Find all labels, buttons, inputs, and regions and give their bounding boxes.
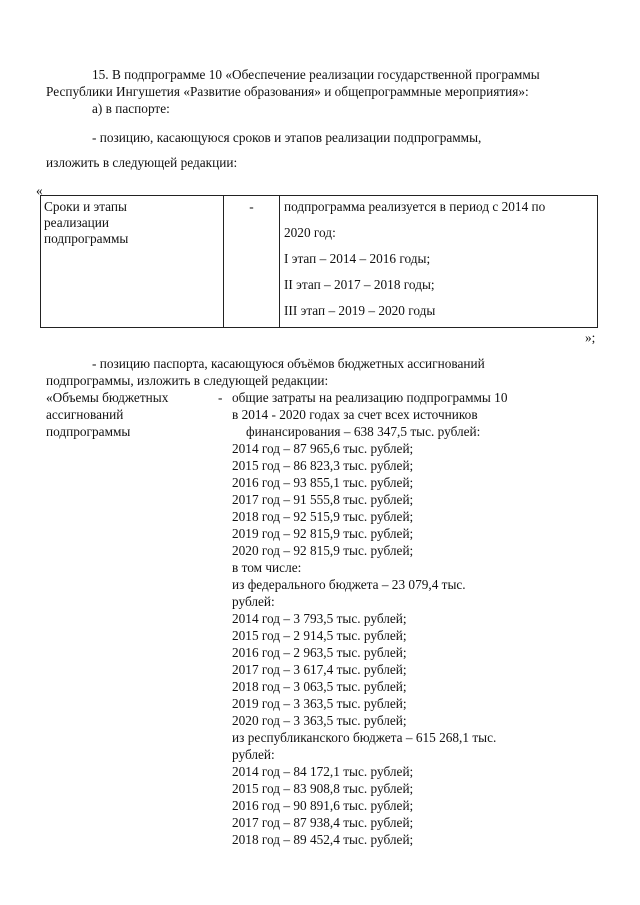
stages-label-line: подпрограммы [44, 231, 129, 246]
stages-label-line: Сроки и этапы [44, 199, 127, 214]
volumes-label-line: ассигнований [46, 407, 124, 422]
open-quote: « [36, 183, 43, 198]
volumes-intro-line-3: финансирования – 638 347,5 тыс. рублей: [246, 424, 481, 439]
republic-budget-line-1: из республиканского бюджета – 615 268,1 тыс. [232, 730, 497, 745]
volumes-intro-line-2: в 2014 - 2020 годах за счет всех источников [232, 407, 478, 422]
federal-year-line: 2014 год – 3 793,5 тыс. рублей; [232, 611, 407, 626]
stages-content-line: 2020 год: [284, 225, 336, 240]
total-year-line: 2015 год – 86 823,3 тыс. рублей; [232, 458, 414, 473]
federal-year-line: 2020 год – 3 363,5 тыс. рублей; [232, 713, 407, 728]
paragraph-2-line-2: подпрограммы, изложить в следующей редакции: [46, 373, 329, 388]
stages-content-line: I этап – 2014 – 2016 годы; [284, 251, 431, 266]
republic-budget-line-2: рублей: [232, 747, 275, 762]
amendment-heading-line-2: Республики Ингушетия «Развитие образования» и общепрограммные мероприятия»: [46, 84, 529, 99]
federal-year-line: 2016 год – 2 963,5 тыс. рублей; [232, 645, 407, 660]
republic-year-line: 2014 год – 84 172,1 тыс. рублей; [232, 764, 414, 779]
total-year-line: 2017 год – 91 555,8 тыс. рублей; [232, 492, 414, 507]
republic-year-line: 2018 год – 89 452,4 тыс. рублей; [232, 832, 414, 847]
stages-dash-cell [224, 196, 280, 328]
federal-year-line: 2017 год – 3 617,4 тыс. рублей; [232, 662, 407, 677]
volumes-label-line: подпрограммы [46, 424, 131, 439]
total-year-line: 2019 год – 92 815,9 тыс. рублей; [232, 526, 414, 541]
amendment-heading-line-1: 15. В подпрограмме 10 «Обеспечение реализации государственной программы [92, 67, 540, 82]
federal-year-line: 2015 год – 2 914,5 тыс. рублей; [232, 628, 407, 643]
total-year-line: 2020 год – 92 815,9 тыс. рублей; [232, 543, 414, 558]
federal-budget-line-2: рублей: [232, 594, 275, 609]
volumes-dash: - [218, 390, 223, 405]
federal-budget-line-1: из федерального бюджета – 23 079,4 тыс. [232, 577, 466, 592]
dash: - [249, 199, 254, 214]
stages-content-line: II этап – 2017 – 2018 годы; [284, 277, 435, 292]
volumes-label-line: «Объемы бюджетных [46, 390, 169, 405]
paragraph-1-line-2: изложить в следующей редакции: [46, 155, 238, 170]
stages-content-line: подпрограмма реализуется в период с 2014 по [284, 199, 546, 214]
republic-year-line: 2017 год – 87 938,4 тыс. рублей; [232, 815, 414, 830]
total-year-line: 2016 год – 93 855,1 тыс. рублей; [232, 475, 414, 490]
stages-label-line: реализации [44, 215, 109, 230]
republic-year-line: 2016 год – 90 891,6 тыс. рублей; [232, 798, 414, 813]
amendment-subitem-a: а) в паспорте: [92, 101, 170, 116]
republic-year-line: 2015 год – 83 908,8 тыс. рублей; [232, 781, 414, 796]
total-year-line: 2018 год – 92 515,9 тыс. рублей; [232, 509, 414, 524]
federal-year-line: 2019 год – 3 363,5 тыс. рублей; [232, 696, 407, 711]
close-quote: »; [585, 330, 596, 345]
volumes-intro-line-1: общие затраты на реализацию подпрограммы 10 [232, 390, 508, 405]
stages-label-cell [41, 196, 224, 328]
paragraph-1-line-1: - позицию, касающуюся сроков и этапов реализации подпрограммы, [92, 130, 482, 145]
federal-year-line: 2018 год – 3 063,5 тыс. рублей; [232, 679, 407, 694]
stages-table [40, 195, 598, 328]
stages-content-line: III этап – 2019 – 2020 годы [284, 303, 436, 318]
paragraph-2-line-1: - позицию паспорта, касающуюся объёмов бюджетных ассигнований [92, 356, 485, 371]
stages-content-cell [280, 196, 598, 328]
including-label: в том числе: [232, 560, 302, 575]
total-year-line: 2014 год – 87 965,6 тыс. рублей; [232, 441, 414, 456]
